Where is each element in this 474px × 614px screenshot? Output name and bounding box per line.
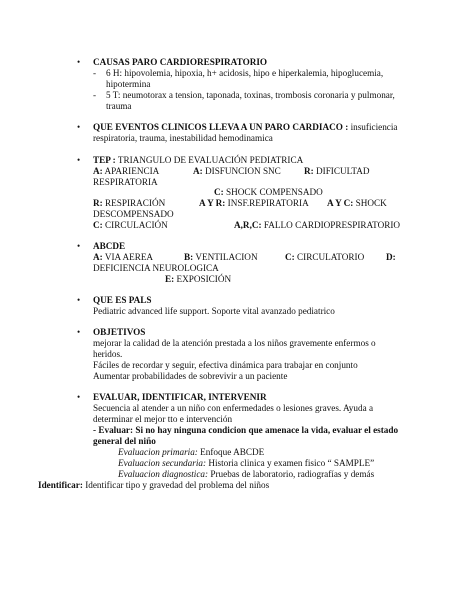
tep-ayr-text: INSF.REPIRATORIA [225,198,309,208]
tep-c-text: SHOCK COMPENSADO [223,187,323,197]
abcde-d-text: DEFICIENCIA NEUROLOGICA [93,263,219,273]
abcde-b-label: B: [184,252,194,262]
tep-arc-text: FALLO CARDIOPRESPIRATORIO [261,220,401,230]
bullet: • [77,155,81,165]
tep-c2 [93,220,168,231]
tep-ayc-text2: DESCOMPENSADO [93,209,174,219]
eventos-text1: insuficiencia [348,122,398,132]
tep-arc-label: A,R,C: [234,220,262,230]
eventos-line1 [93,122,398,133]
abcde-d-label: D: [386,252,396,262]
tep-ayr [199,198,309,209]
objetivos-line3: Fáciles de recordar y seguir, efectiva dinámica para trabajar en conjunto [93,360,358,370]
abcde-a [93,252,153,263]
objetivos-line1: mejorar la calidad de la atención prestada a los niños gravemente enfermos o [93,338,376,348]
dash: - [93,68,97,78]
tep-c2-label: C: [93,220,103,230]
abcde-title: ABCDE [93,241,126,251]
tep-a2-text: DISFUNCION SNC [202,166,281,176]
abcde-b [184,252,258,263]
evaluar-secundaria [118,458,374,469]
tep-ayc-text: SHOCK [353,198,387,208]
tep-c [214,187,323,198]
abcde-b-text: VENTILACION [193,252,258,262]
causas-t-line2: trauma [106,101,132,111]
pals-title: QUE ES PALS [93,295,152,305]
abcde-e [165,274,231,285]
tep-c-label: C: [214,187,224,197]
evaluar-diagnostica [118,469,374,480]
causas-title: CAUSAS PARO CARDIORESPIRATORIO [93,57,268,67]
evaluar-identificar [38,480,269,491]
tep-a-text: APARIENCIA [102,166,160,176]
pals-text: Pediatric advanced life support. Soporte vital avanzado pediatrico [93,306,335,316]
bullet: • [77,57,81,67]
evaluar-bold1: - Evaluar: Si no hay ninguna condicion que amenace la vida, evaluar el estado [93,425,399,435]
abcde-e-label: E: [165,274,175,284]
eventos-title: QUE EVENTOS CLINICOS LLEVA A UN PARO CARDIACO : [93,122,349,132]
tep-a-label: A: [93,166,103,176]
objetivos-title: OBJETIVOS [93,327,146,337]
abcde-c [285,252,364,263]
tep-ayr-label: A Y R: [199,198,226,208]
bullet: • [77,122,81,132]
evaluar-identificar-label: Identificar: [38,480,83,490]
tep-r-text2: RESPIRATORIA [93,177,158,187]
objetivos-line4: Aumentar probabilidades de sobrevivir a un paciente [93,371,288,381]
evaluar-secundaria-label: Evaluacion secundaria: [118,458,207,468]
tep-title-rest: TRIANGULO DE EVALUACIÓN PEDIATRICA [115,155,304,165]
abcde-a-label: A: [93,252,103,262]
bullet: • [77,392,81,402]
bullet: • [77,327,81,337]
abcde-c-text: CIRCULATORIO [294,252,365,262]
dash: - [93,90,97,100]
tep-r-label: R: [304,166,314,176]
evaluar-diagnostica-text: Pruebas de laboratorio, radiografías y demás [208,469,375,479]
tep-a2 [193,166,281,177]
tep-ayc-label: A Y C: [327,198,354,208]
tep-title-line [93,155,303,166]
eventos-line2: respiratoria, trauma, inestabilidad hemodinamica [93,133,273,143]
tep-a2-label: A: [193,166,203,176]
causas-h-line2: hipotermina [106,79,151,89]
abcde-e-text: EXPOSICIÓN [174,274,232,284]
tep-arc [234,220,400,231]
evaluar-diagnostica-label: Evaluacion diagnostica: [118,469,209,479]
tep-r2-label: R: [93,198,103,208]
bullet: • [77,295,81,305]
tep-title: TEP : [93,155,116,165]
evaluar-primaria [118,447,264,458]
tep-a [93,166,159,177]
evaluar-title: EVALUAR, IDENTIFICAR, INTERVENIR [93,392,267,402]
tep-ayc [327,198,387,209]
tep-r-text: DIFICULTAD [313,166,370,176]
abcde-a-text: VIA AEREA [102,252,154,262]
causas-h-line1: 6 H: hipovolemia, hipoxia, h+ acidosis, hipo e hiperkalemia, hipoglucemia, [106,68,384,78]
evaluar-line2: determinar el mejor tto e intervención [93,414,233,424]
evaluar-primaria-text: Enfoque ABCDE [197,447,265,457]
tep-c2-text: CIRCULACIÓN [102,220,168,230]
abcde-c-label: C: [285,252,295,262]
causas-t-line1: 5 T: neumotorax a tension, taponada, toxinas, trombosis coronaria y pulmonar, [106,90,395,100]
evaluar-secundaria-text: Historia clinica y examen fisico “ SAMPLE” [206,458,375,468]
evaluar-line1: Secuencia al atender a un niño con enfermedades o lesiones graves. Ayuda a [93,403,374,413]
bullet: • [77,241,81,251]
evaluar-bold2: general del niño [93,436,156,446]
objetivos-line2: heridos. [93,349,123,359]
tep-r2-text: RESPIRACIÓN [102,198,166,208]
tep-r [304,166,370,177]
evaluar-identificar-text: Identificar tipo y gravedad del problema del niños [82,480,270,490]
evaluar-primaria-label: Evaluacion primaria: [118,447,198,457]
tep-r2 [93,198,165,209]
